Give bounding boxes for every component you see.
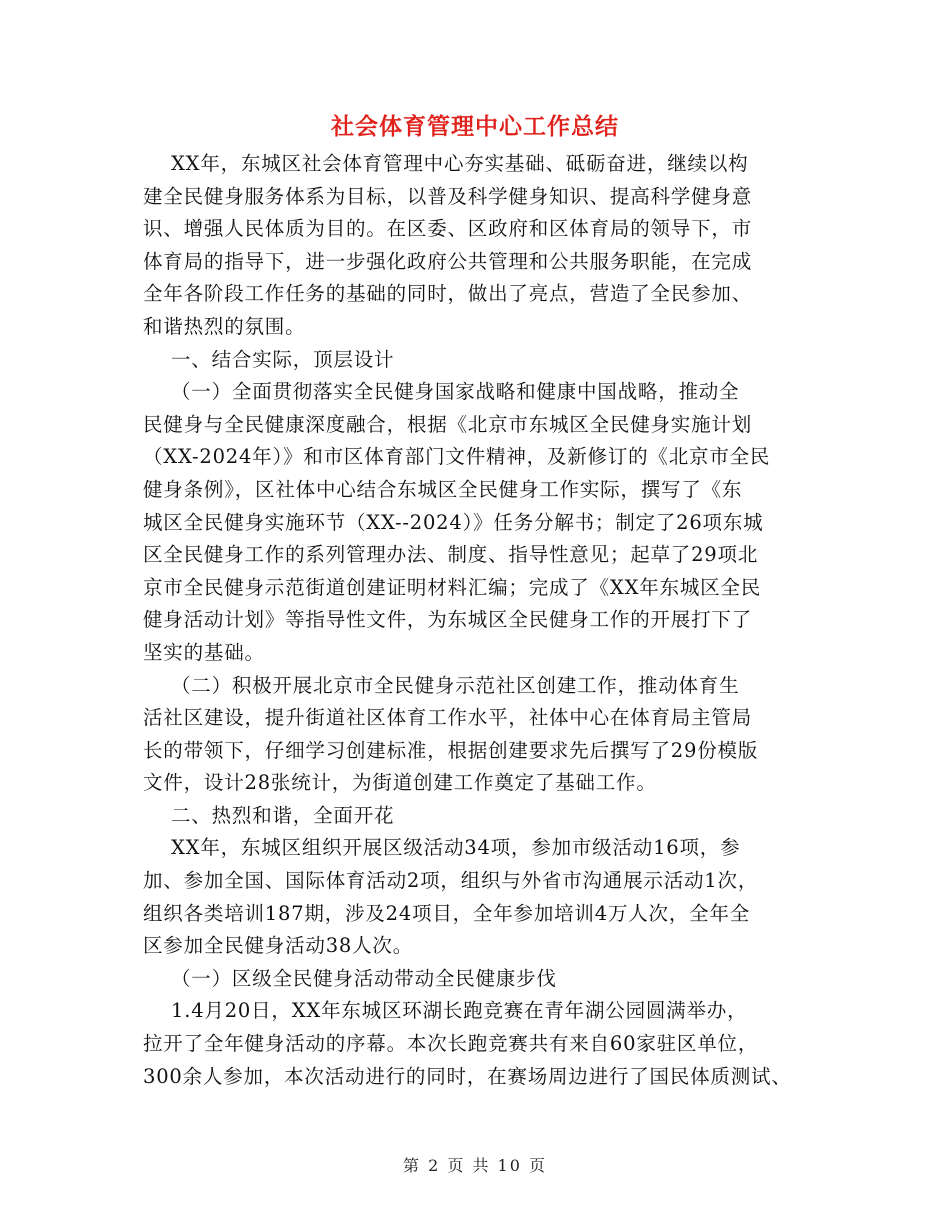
text-line: 300余人参加，本次活动进行的同时，在赛场周边进行了国民体质测试、 bbox=[143, 1064, 792, 1088]
text-line: 健身活动计划》等指导性文件，为东城区全民健身工作的开展打下了 bbox=[143, 608, 753, 632]
text-line: 加、参加全国、国际体育活动2项，组织与外省市沟通展示活动1次， bbox=[143, 869, 759, 893]
text-line: 长的带领下，仔细学习创建标准，根据创建要求先后撰写了29份模版 bbox=[143, 738, 759, 762]
section-heading: 一、结合实际，顶层设计 bbox=[143, 347, 395, 371]
text-line: 城区全民健身实施环节（XX--2024）》任务分解书；制定了26项东城 bbox=[143, 510, 764, 534]
text-line: 京市全民健身示范街道创建证明材料汇编；完成了《XX年东城区全民 bbox=[143, 575, 762, 599]
text-line: 区全民健身工作的系列管理办法、制度、指导性意见；起草了29项北 bbox=[143, 543, 759, 567]
text-line: 坚实的基础。 bbox=[143, 640, 265, 664]
document-title: 社会体育管理中心工作总结 bbox=[331, 113, 619, 140]
text-line: 区参加全民健身活动38人次。 bbox=[143, 934, 414, 958]
text-line: （一）全面贯彻落实全民健身国家战略和健康中国战略，推动全 bbox=[143, 380, 740, 404]
page-number-footer: 第 2 页 共 10 页 bbox=[403, 1156, 547, 1175]
text-line: 活社区建设，提升街道社区体育工作水平，社体中心在体育局主管局 bbox=[143, 706, 753, 730]
text-line: 1.4月20日，XX年东城区环湖长跑竞赛在青年湖公园圆满举办， bbox=[143, 999, 748, 1023]
text-line: 和谐热烈的氛围。 bbox=[143, 314, 306, 338]
text-line: XX年，东城区组织开展区级活动34项，参加市级活动16项，参 bbox=[143, 836, 741, 860]
section-heading: 二、热烈和谐，全面开花 bbox=[143, 803, 395, 827]
text-line: 体育局的指导下，进一步强化政府公共管理和公共服务职能，在完成 bbox=[143, 249, 753, 273]
text-line: 文件，设计28张统计，为街道创建工作奠定了基础工作。 bbox=[143, 771, 657, 795]
text-line: 组织各类培训187期，涉及24项目，全年参加培训4万人次，全年全 bbox=[143, 901, 751, 925]
text-line: 健身条例》，区社体中心结合东城区全民健身工作实际，撰写了《东 bbox=[143, 477, 743, 501]
text-line: 建全民健身服务体系为目标，以普及科学健身知识、提高科学健身意 bbox=[143, 184, 753, 208]
text-line: XX年，东城区社会体育管理中心夯实基础、砥砺奋进，继续以构 bbox=[143, 152, 749, 175]
subsection-heading: （一）区级全民健身活动带动全民健康步伐 bbox=[143, 966, 557, 990]
text-line: 拉开了全年健身活动的序幕。本次长跑竞赛共有来自60家驻区单位， bbox=[143, 1032, 759, 1056]
text-line: 民健身与全民健康深度融合，根据《北京市东城区全民健身实施计划 bbox=[143, 412, 753, 436]
document-body bbox=[143, 148, 823, 1093]
text-line: 识、增强人民体质为目的。在区委、区政府和区体育局的领导下，市 bbox=[143, 217, 753, 241]
text-line: （二）积极开展北京市全民健身示范社区创建工作，推动体育生 bbox=[143, 673, 740, 697]
text-line: 全年各阶段工作任务的基础的同时，做出了亮点，营造了全民参加、 bbox=[143, 282, 753, 306]
text-line: （XX-2024年）》和市区体育部门文件精神，及新修订的《北京市全民 bbox=[143, 445, 771, 469]
